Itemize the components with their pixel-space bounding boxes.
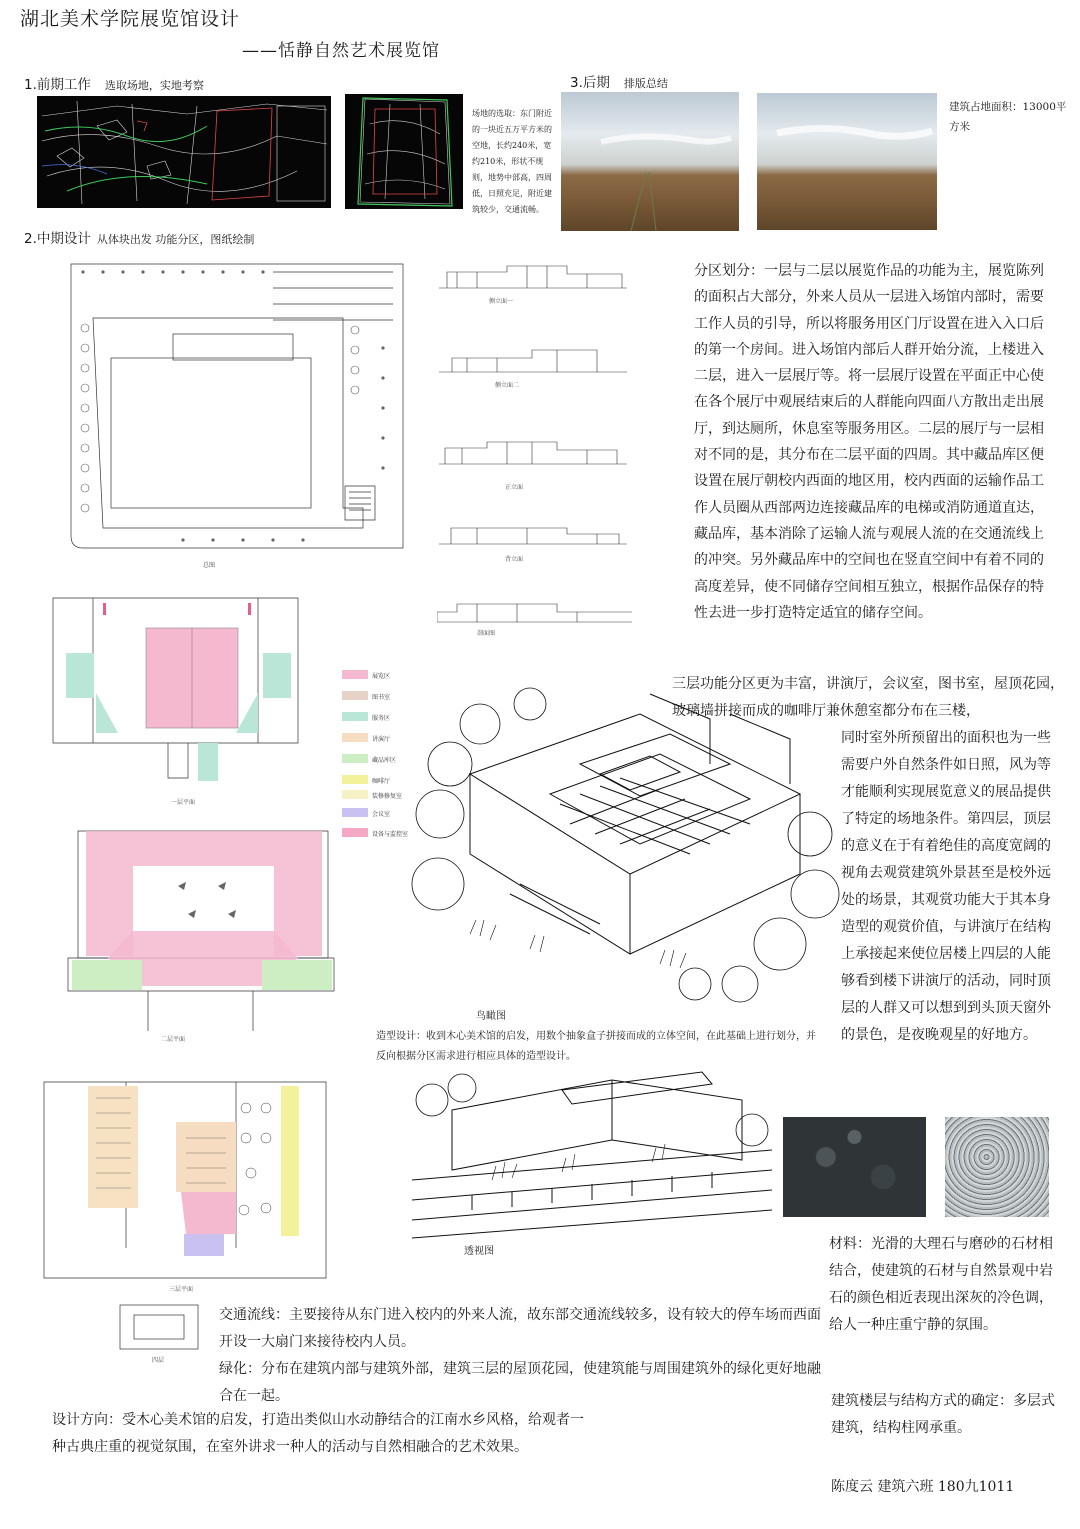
floor-3-plan — [36, 1078, 330, 1292]
floor-2-caption: 二层平面 — [161, 1036, 186, 1043]
design-direction-paragraph: 设计方向：受木心美术馆的启发，打造出类似山水动静结合的江南水乡风格，给观者一种古典庄重的视觉氛围，在室外讲求一种人的活动与自然相融合的艺术效果。 — [52, 1412, 584, 1455]
site-plan-caption: 总图 — [203, 562, 216, 569]
floor-1-caption: 一层平面 — [171, 799, 196, 806]
structure-paragraph: 建筑楼层与结构方式的确定：多层式建筑，结构柱网承重。 — [831, 1393, 1055, 1436]
legend-label-storage: 藏品库区 — [372, 757, 397, 764]
section-3-label: 3.后期 — [570, 75, 610, 91]
section-2-heading — [24, 227, 254, 247]
legend-swatch-exhibition — [342, 670, 368, 679]
elevation-2-caption: 侧立面二 — [495, 382, 520, 389]
elevation-3-caption: 正立面 — [505, 484, 524, 491]
floor-1-lines — [48, 583, 308, 808]
perspective-lines — [412, 1070, 772, 1240]
site-photo-1 — [561, 92, 739, 231]
cad-site-lines — [345, 94, 463, 209]
legend-label-cafe: 咖啡厅 — [372, 778, 391, 785]
birdseye-sketch — [410, 684, 840, 1024]
stone-texture-dark — [783, 1117, 926, 1217]
legend-swatch-lecture — [342, 733, 368, 742]
perspective-caption: 透视图 — [464, 1246, 494, 1257]
site-photo-2 — [757, 93, 937, 230]
floor-1-plan — [48, 583, 308, 808]
legend-label-service: 服务区 — [372, 715, 391, 722]
elevations-group — [437, 262, 632, 642]
birdseye-caption: 鸟瞰图 — [476, 1011, 506, 1022]
floor-2-plan — [38, 826, 364, 1044]
legend-swatch-library — [342, 691, 368, 700]
author-credit: 陈度云 建筑六班 180九1011 — [831, 1479, 1015, 1495]
page-title: 湖北美术学院展览馆设计 — [20, 8, 241, 30]
stone-texture-granite — [945, 1117, 1049, 1217]
section-1-label: 1.前期工作 — [24, 77, 91, 93]
greening-paragraph: 绿化：分布在建筑内部与建筑外部，建筑三层的屋顶花园，使建筑能与周围建筑外的绿化更好地融合在一起。 — [219, 1361, 821, 1404]
section-1-note: 选取场地，实地考察 — [104, 79, 204, 92]
legend-swatch-cafe — [342, 775, 368, 784]
section-2-note: 从体块出发 功能分区，图纸绘制 — [96, 233, 255, 246]
legend-label-equipment: 设备与监控室 — [372, 831, 409, 838]
section-1-heading — [24, 73, 204, 93]
floor-3-caption: 三层平面 — [169, 1286, 194, 1293]
cad-site-detail — [345, 94, 463, 209]
legend-label-library: 图书室 — [372, 694, 391, 701]
traffic-paragraph: 交通流线：主要接待从东门进入校内的外来人流，故东部交通流线较多，设有较大的停车场而西面开设一大扇门来接待校内人员。 — [219, 1307, 821, 1350]
cad-campus-map — [37, 96, 331, 208]
legend-label-lecture: 讲演厅 — [372, 736, 391, 743]
section-2-label: 2.中期设计 — [24, 231, 91, 247]
section-3-heading — [570, 71, 668, 91]
perspective-sketch — [412, 1070, 772, 1260]
elevation-1-caption: 侧立面一 — [489, 298, 514, 305]
zoning-paragraph: 分区划分：一层与二层以展览作品的功能为主，展览陈列的面积占大部分，外来人员从一层进入场馆内部时，需要工作人员的引导，所以将服务用区门厅设置在进入入口后的第一个房间。进入场馆内部后人群开始分流，上楼进入二层，进入一层展厅等。将一层展厅设置在平面正中心使在各个展厅中观展结束后的人群能向四面八方散出走出展厅，到达厕所，休息室等服务用区。二层的展厅与一层相对不同的是，其分布在二层平面的四周。其中藏品库区便设置在展厅朝校内西面的地区用，校内西面的运输作品工作人员圈从西部两边连接藏品库的电梯或消防通道直达，藏品库，基本消除了运输人流与观展人流的在交通流线上的冲突。另外藏品库中的空间也在竖直空间中有着不同的高度差异，使不同储存空间相互独立，根据作品保存的特性去进一步打造特定适宜的储存空间。 — [694, 263, 1044, 621]
floor-4-lines — [118, 1303, 202, 1353]
cad-campus-lines — [37, 96, 331, 208]
photo-1-detail — [561, 92, 739, 231]
site-selection-note: 场地的选取：东门附近的一块近五万平方米的空地，长约240米，宽约210米，形状不规则，地势中部高，四周低，日照充足，附近建筑较少，交通流畅。 — [472, 109, 552, 214]
legend-label-exhibition: 展览区 — [372, 673, 391, 680]
material-paragraph: 材料：光滑的大理石与磨砂的石材相结合，使建筑的石材与自然景观中岩石的颜色相近表现出深灰的冷色调，给人一种庄重宁静的氛围。 — [829, 1236, 1053, 1333]
floor-3-lines — [36, 1078, 330, 1292]
legend-swatch-service — [342, 712, 368, 721]
legend-swatch-restoration — [342, 790, 368, 799]
form-design-note: 造型设计：收到木心美术馆的启发，用数个抽象盒子拼接而成的立体空间，在此基础上进行划分，并反向根据分区需求进行相应具体的造型设计。 — [376, 1031, 816, 1062]
site-plan-drawing — [63, 258, 413, 570]
legend-label-meeting: 会议室 — [372, 811, 391, 818]
elevation-lines — [437, 262, 632, 642]
area-note: 建筑占地面积：13000平方米 — [949, 101, 1067, 133]
site-plan-lines — [63, 258, 413, 570]
elevation-4-caption: 背立面 — [505, 556, 524, 563]
third-floor-paragraph-a: 三层功能分区更为丰富，讲演厅，会议室，图书室，屋顶花园，玻璃墙拼接而成的咖啡厅兼休憩室都分布在三楼， — [672, 676, 1064, 719]
birdseye-lines — [410, 684, 840, 1004]
section-3-note: 排版总结 — [623, 77, 668, 90]
legend-swatch-storage — [342, 754, 368, 763]
floor-4-plan — [118, 1303, 202, 1367]
third-floor-paragraph-b: 同时室外所预留出的面积也为一些需要户外自然条件如日照，风为等才能顺利实现展览意义的展品提供了特定的场地条件。第四层，顶层的意义在于有着绝佳的高度宽阔的视角去观赏建筑外景甚至是校外远处的场景，其观赏功能大于其本身造型的观赏价值，与讲演厅在结构上承接起来使位居楼上四层的人能够看到楼下讲演厅的活动，同时顶层的人群又可以想到到头顶天窗外的景色，是夜晚观星的好地方。 — [841, 730, 1051, 1043]
floor-4-caption: 四层 — [152, 1357, 165, 1364]
legend-label-restoration: 装修修复室 — [372, 793, 403, 800]
photo-2-detail — [757, 93, 937, 230]
legend-swatch-meeting — [342, 808, 368, 817]
page-subtitle: ——恬静自然艺术展览馆 — [242, 41, 440, 61]
section-caption: 剖面图 — [477, 630, 496, 637]
floor-2-lines — [38, 826, 364, 1044]
